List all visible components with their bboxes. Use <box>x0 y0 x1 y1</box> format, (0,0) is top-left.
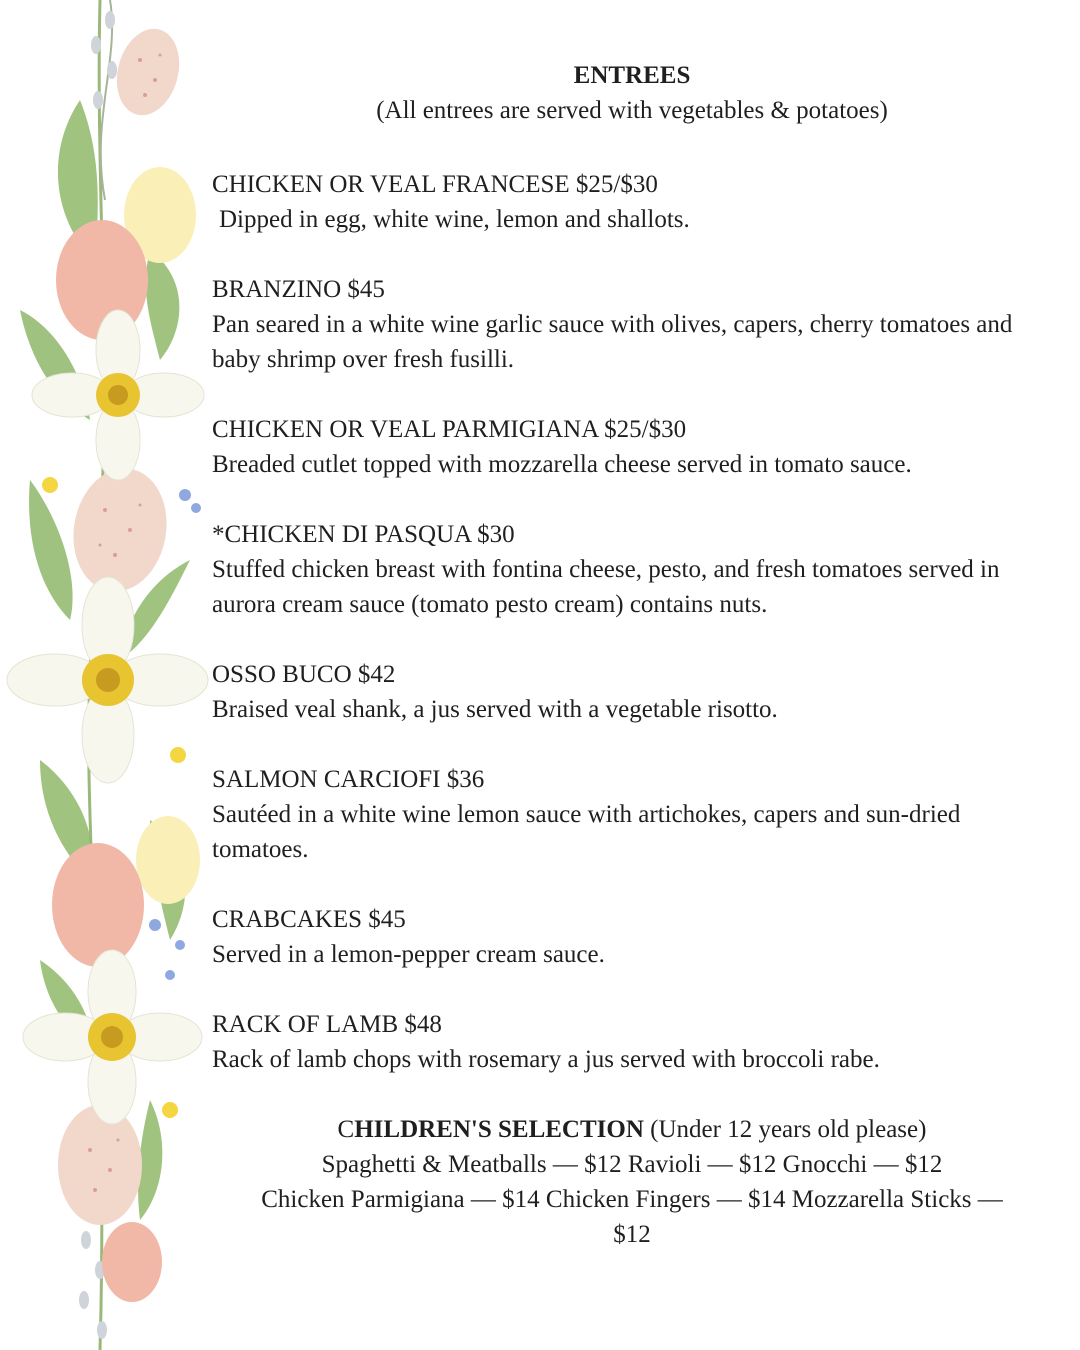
menu-item-name: RACK OF LAMB $48 <box>212 1011 442 1038</box>
menu-item-name: CHICKEN OR VEAL FRANCESE $25/$30 <box>212 171 658 198</box>
menu-item <box>212 762 1057 867</box>
childrens-selection <box>212 1112 1052 1252</box>
menu-item-description: Served in a lemon-pepper cream sauce. <box>212 941 605 968</box>
childrens-heading-initial: C <box>337 1116 355 1143</box>
menu-item-name: OSSO BUCO $42 <box>212 661 396 688</box>
menu-item <box>212 902 1057 972</box>
childrens-selection-heading <box>212 1112 1052 1147</box>
menu-item-name: CRABCAKES $45 <box>212 906 406 933</box>
menu-item-description: Rack of lamb chops with rosemary a jus served with broccoli rabe. <box>212 1046 880 1073</box>
menu-item <box>212 167 1057 237</box>
menu-item-description: Braised veal shank, a jus served with a vegetable risotto. <box>212 696 778 723</box>
menu-item <box>212 517 1057 622</box>
menu-content <box>212 0 1062 1350</box>
menu-item <box>212 657 1057 727</box>
menu-item-name: *CHICKEN DI PASQUA $30 <box>212 521 515 548</box>
childrens-heading-note: (Under 12 years old please) <box>643 1116 927 1143</box>
menu-subtitle: (All entrees are served with vegetables & potatoes) <box>376 97 888 124</box>
menu-item <box>212 412 1057 482</box>
menu-item-name: SALMON CARCIOFI $36 <box>212 766 485 793</box>
menu-item-description: Sautéed in a white wine lemon sauce with artichokes, capers and sun-dried tomatoes. <box>212 801 961 863</box>
childrens-heading-text: HILDREN'S SELECTION <box>354 1116 644 1143</box>
menu-title: ENTREES <box>573 62 691 89</box>
menu-item-name: BRANZINO $45 <box>212 276 385 303</box>
menu-item-description: Dipped in egg, white wine, lemon and shallots. <box>219 206 690 233</box>
menu-item-name: CHICKEN OR VEAL PARMIGIANA $25/$30 <box>212 416 687 443</box>
menu-item <box>212 272 1057 377</box>
menu-item-description: Breaded cutlet topped with mozzarella cheese served in tomato sauce. <box>212 451 912 478</box>
menu-item <box>212 1007 1057 1077</box>
childrens-menu-line: Spaghetti & Meatballs — $12 Ravioli — $12 Gnocchi — $12 <box>321 1151 943 1178</box>
floral-border-illustration <box>0 0 215 1350</box>
menu-item-description: Pan seared in a white wine garlic sauce with olives, capers, cherry tomatoes and baby shrimp over fresh fusilli. <box>212 311 1013 373</box>
childrens-menu-line: Chicken Parmigiana — $14 Chicken Fingers — $14 Mozzarella Sticks — <box>261 1186 1003 1213</box>
menu-item-description: Stuffed chicken breast with fontina cheese, pesto, and fresh tomatoes served in aurora cream sauce (tomato pesto cream) contains nuts. <box>212 556 1000 618</box>
childrens-menu-line: $12 <box>613 1221 651 1248</box>
